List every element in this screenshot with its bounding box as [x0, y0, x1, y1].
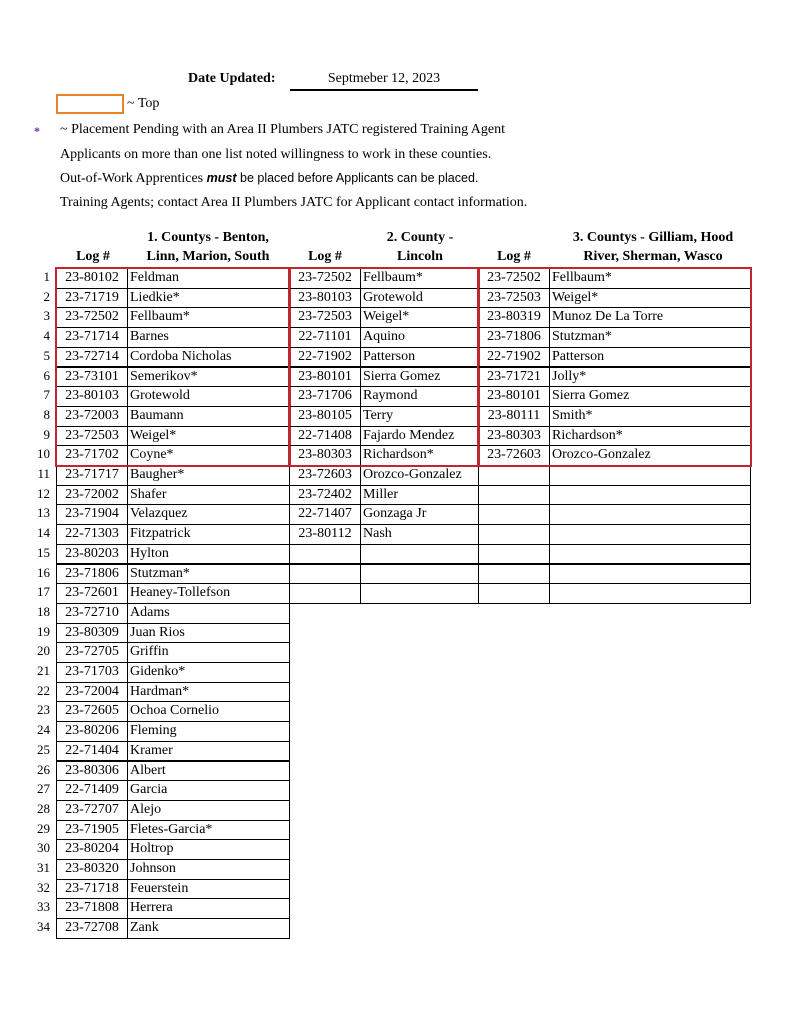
col1-title-line2: Linn, Marion, South [146, 249, 270, 264]
log-number-cell: 23-80105 [289, 406, 361, 427]
log-number-cell: 23-71806 [56, 564, 128, 585]
note-out-of-work [60, 171, 478, 187]
note-training-agents: Training Agents; contact Area II Plumbers JATC for Applicant contact information. [60, 195, 528, 210]
row-number: 33 [37, 899, 50, 915]
row-number: 15 [37, 544, 50, 560]
log-number-cell: 22-71407 [289, 504, 361, 525]
applicant-name-cell: Weigel* [549, 288, 751, 309]
applicant-name-cell: Ochoa Cornelio [127, 701, 290, 722]
applicant-name-cell [549, 583, 751, 604]
applicant-name-cell: Alejo [127, 800, 290, 821]
applicant-name-cell: Hardman* [127, 682, 290, 703]
applicant-name-cell: Fajardo Mendez [360, 426, 479, 447]
applicant-name-cell: Patterson [549, 347, 751, 368]
col2-title [360, 228, 480, 266]
log-number-cell: 23-72502 [289, 268, 361, 289]
log-number-cell: 23-71706 [289, 386, 361, 407]
col3-title-line2: River, Sherman, Wasco [583, 249, 723, 264]
log-number-cell: 23-71718 [56, 879, 128, 900]
applicant-name-cell: Hylton [127, 544, 290, 565]
date-updated-value: Septmeber 12, 2023 [290, 71, 478, 91]
row-number: 13 [37, 505, 50, 521]
log-number-cell [478, 524, 550, 545]
row-number: 11 [37, 466, 50, 481]
applicant-name-cell: Patterson [360, 347, 479, 368]
applicant-name-cell: Albert [127, 761, 290, 782]
date-updated-label: Date Updated: [188, 71, 276, 86]
applicant-name-cell: Jolly* [549, 367, 751, 388]
applicant-name-cell: Orozco-Gonzalez [360, 465, 479, 486]
log-number-cell [478, 583, 550, 604]
row-number: 22 [37, 682, 50, 698]
log-number-cell: 23-80306 [56, 761, 128, 782]
note-out-of-work-text: Out-of-Work Apprentices [60, 171, 204, 186]
applicant-name-cell: Feuerstein [127, 879, 290, 900]
row-number: 34 [37, 919, 50, 935]
log-number-cell: 23-71806 [478, 327, 550, 348]
log-number-cell: 22-71408 [289, 426, 361, 447]
log-number-cell [478, 564, 550, 585]
log-number-cell: 22-71902 [289, 347, 361, 368]
applicant-name-cell: Fellbaum* [127, 307, 290, 328]
row-number: 7 [43, 387, 50, 403]
asterisk-legend-symbol: * [34, 124, 40, 138]
applicant-name-cell [360, 564, 479, 585]
log-number-cell: 22-71404 [56, 741, 128, 762]
applicant-name-cell: Velazquez [127, 504, 290, 525]
applicant-name-cell: Terry [360, 406, 479, 427]
row-number: 8 [43, 406, 50, 422]
row-number: 19 [37, 623, 50, 639]
applicant-name-cell: Holtrop [127, 839, 290, 860]
log-number-cell [478, 485, 550, 506]
applicant-name-cell: Semerikov* [127, 367, 290, 388]
log-number-cell: 23-72003 [56, 406, 128, 427]
log-number-cell: 23-71714 [56, 327, 128, 348]
log-number-cell: 23-80103 [289, 288, 361, 309]
row-number: 2 [43, 288, 50, 304]
row-number: 10 [37, 446, 50, 462]
col2-title-line1: 2. County - [386, 230, 454, 245]
note-placed-before: be placed before Applicants can be placed. [240, 171, 479, 185]
applicant-name-cell: Herrera [127, 898, 290, 919]
log-number-cell: 23-80319 [478, 307, 550, 328]
log-number-cell: 23-72710 [56, 603, 128, 624]
log-number-cell: 23-72705 [56, 642, 128, 663]
applicant-name-cell: Heaney-Tollefson [127, 583, 290, 604]
applicant-name-cell: Stutzman* [127, 564, 290, 585]
log-number-cell: 23-72603 [478, 445, 550, 466]
applicant-name-cell [549, 465, 751, 486]
applicant-name-cell: Fitzpatrick [127, 524, 290, 545]
log-number-cell: 23-80103 [56, 386, 128, 407]
log-number-cell [289, 544, 361, 565]
row-number: 27 [37, 781, 50, 797]
row-number: 3 [43, 308, 50, 324]
log-number-cell: 23-80102 [56, 268, 128, 289]
col2-log-header: Log # [308, 249, 342, 264]
log-number-cell: 23-80309 [56, 623, 128, 644]
row-number: 16 [37, 564, 50, 580]
log-number-cell: 23-80320 [56, 859, 128, 880]
row-number: 23 [37, 702, 50, 718]
applicant-name-cell: Grotewold [360, 288, 479, 309]
log-number-cell: 23-80204 [56, 839, 128, 860]
log-number-cell [478, 544, 550, 565]
col3-title [548, 228, 758, 266]
log-number-cell [289, 583, 361, 604]
row-number: 28 [37, 800, 50, 816]
applicant-name-cell [549, 544, 751, 565]
row-number: 5 [43, 347, 50, 363]
row-number: 20 [37, 643, 50, 659]
row-number: 25 [37, 741, 50, 757]
applicant-name-cell: Gonzaga Jr [360, 504, 479, 525]
row-number: 18 [37, 603, 50, 619]
applicant-name-cell: Cordoba Nicholas [127, 347, 290, 368]
applicant-name-cell [549, 504, 751, 525]
log-number-cell: 23-72503 [478, 288, 550, 309]
log-number-cell: 23-72503 [56, 426, 128, 447]
log-number-cell: 23-80111 [478, 406, 550, 427]
applicant-name-cell: Weigel* [127, 426, 290, 447]
applicant-name-cell: Richardson* [360, 445, 479, 466]
applicant-name-cell: Orozco-Gonzalez [549, 445, 751, 466]
log-number-cell: 23-72502 [478, 268, 550, 289]
applicant-name-cell: Zank [127, 918, 290, 939]
applicant-name-cell: Fellbaum* [360, 268, 479, 289]
row-number: 21 [37, 663, 50, 678]
log-number-cell: 23-72605 [56, 701, 128, 722]
log-number-cell: 23-71905 [56, 820, 128, 841]
log-number-cell: 23-71719 [56, 288, 128, 309]
col2-title-line2: Lincoln [397, 249, 443, 264]
note-must-emphasis: must [206, 171, 237, 185]
col3-title-line1: 3. Countys - Gilliam, Hood [572, 230, 734, 245]
applicant-name-cell [549, 564, 751, 585]
row-number: 6 [43, 367, 50, 383]
log-number-cell: 22-71409 [56, 780, 128, 801]
top-legend-swatch [56, 94, 124, 114]
log-number-cell: 23-73101 [56, 367, 128, 388]
row-number: 14 [37, 525, 50, 541]
applicant-name-cell: Sierra Gomez [549, 386, 751, 407]
row-number: 1 [43, 269, 50, 284]
log-number-cell: 23-80203 [56, 544, 128, 565]
log-number-cell: 23-72708 [56, 918, 128, 939]
applicant-name-cell: Richardson* [549, 426, 751, 447]
log-number-cell: 23-80101 [478, 386, 550, 407]
col1-title [124, 228, 292, 266]
log-number-cell: 23-80101 [289, 367, 361, 388]
applicant-name-cell: Kramer [127, 741, 290, 762]
row-number: 4 [43, 328, 50, 344]
log-number-cell: 23-80303 [289, 445, 361, 466]
log-number-cell: 23-72004 [56, 682, 128, 703]
log-number-cell: 23-72002 [56, 485, 128, 506]
applicant-name-cell [549, 485, 751, 506]
col3-log-header: Log # [497, 249, 531, 264]
applicant-name-cell: Miller [360, 485, 479, 506]
applicant-name-cell: Gidenko* [127, 662, 290, 683]
log-number-cell: 23-72603 [289, 465, 361, 486]
note-multiple-lists: Applicants on more than one list noted willingness to work in these counties. [60, 147, 492, 162]
row-number: 32 [37, 879, 50, 895]
applicant-name-cell: Fellbaum* [549, 268, 751, 289]
applicant-name-cell: Nash [360, 524, 479, 545]
top-legend-label: ~ Top [127, 96, 160, 111]
row-number: 9 [43, 426, 50, 442]
note-placement-pending: ~ Placement Pending with an Area II Plumbers JATC registered Training Agent [60, 122, 506, 137]
applicant-name-cell: Juan Rios [127, 623, 290, 644]
log-number-cell: 23-71808 [56, 898, 128, 919]
log-number-cell: 22-71902 [478, 347, 550, 368]
row-number: 30 [37, 840, 50, 856]
col1-log-header: Log # [76, 249, 110, 264]
applicant-name-cell: Munoz De La Torre [549, 307, 751, 328]
applicant-name-cell: Shafer [127, 485, 290, 506]
log-number-cell: 23-72707 [56, 800, 128, 821]
log-number-cell: 23-80206 [56, 721, 128, 742]
log-number-cell: 23-71721 [478, 367, 550, 388]
applicant-name-cell: Coyne* [127, 445, 290, 466]
applicant-name-cell [360, 583, 479, 604]
log-number-cell: 23-72714 [56, 347, 128, 368]
applicant-name-cell: Raymond [360, 386, 479, 407]
applicant-name-cell: Garcia [127, 780, 290, 801]
log-number-cell: 22-71303 [56, 524, 128, 545]
applicant-name-cell: Johnson [127, 859, 290, 880]
log-number-cell: 23-72402 [289, 485, 361, 506]
row-number: 29 [37, 820, 50, 836]
applicant-name-cell: Aquino [360, 327, 479, 348]
log-number-cell [478, 504, 550, 525]
applicant-name-cell: Adams [127, 603, 290, 624]
applicant-name-cell: Baugher* [127, 465, 290, 486]
row-number: 24 [37, 722, 50, 738]
applicant-name-cell: Baumann [127, 406, 290, 427]
applicant-name-cell: Fletes-Garcia* [127, 820, 290, 841]
applicant-name-cell [549, 524, 751, 545]
row-number: 12 [37, 485, 50, 501]
applicant-name-cell: Stutzman* [549, 327, 751, 348]
applicant-name-cell: Fleming [127, 721, 290, 742]
log-number-cell [289, 564, 361, 585]
log-number-cell: 23-72502 [56, 307, 128, 328]
col1-title-line1: 1. Countys - Benton, [147, 230, 269, 245]
applicant-name-cell: Weigel* [360, 307, 479, 328]
log-number-cell: 22-71101 [289, 327, 361, 348]
row-number: 26 [37, 761, 50, 777]
log-number-cell: 23-80303 [478, 426, 550, 447]
row-number: 31 [37, 860, 50, 875]
log-number-cell: 23-72601 [56, 583, 128, 604]
log-number-cell: 23-71702 [56, 445, 128, 466]
log-number-cell [478, 465, 550, 486]
applicant-name-cell: Feldman [127, 268, 290, 289]
applicant-name-cell [360, 544, 479, 565]
applicant-name-cell: Grotewold [127, 386, 290, 407]
log-number-cell: 23-72503 [289, 307, 361, 328]
applicant-name-cell: Griffin [127, 642, 290, 663]
log-number-cell: 23-71717 [56, 465, 128, 486]
log-number-cell: 23-80112 [289, 524, 361, 545]
applicant-name-cell: Barnes [127, 327, 290, 348]
log-number-cell: 23-71703 [56, 662, 128, 683]
applicant-name-cell: Liedkie* [127, 288, 290, 309]
applicant-name-cell: Sierra Gomez [360, 367, 479, 388]
applicant-name-cell: Smith* [549, 406, 751, 427]
log-number-cell: 23-71904 [56, 504, 128, 525]
row-number: 17 [37, 584, 50, 600]
